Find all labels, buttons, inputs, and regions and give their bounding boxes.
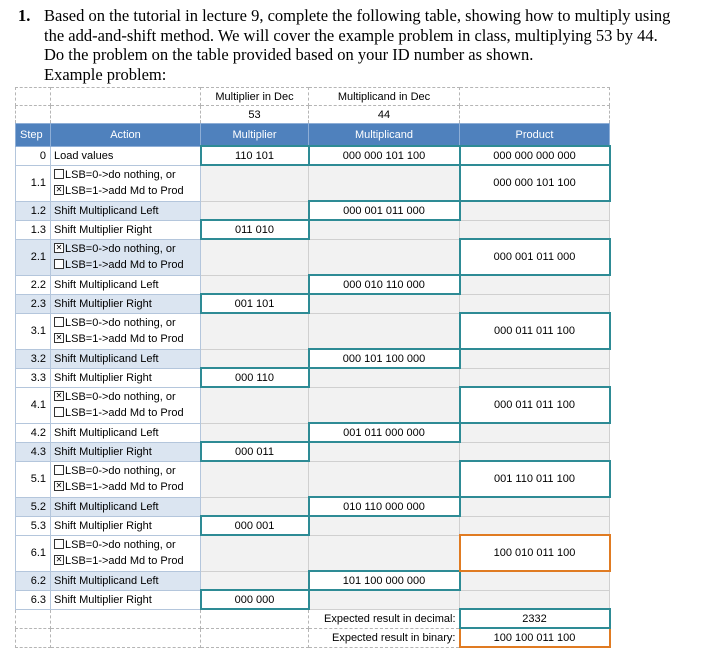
multiplier-cell: 000 110 (201, 368, 309, 387)
multiplier-cell: 011 010 (201, 220, 309, 239)
lsb-option-label: LSB=1->add Md to Prod (65, 481, 184, 493)
step-cell: 3.2 (16, 349, 51, 368)
question-line: Based on the tutorial in lecture 9, complete the following table, showing how to multiply using (44, 6, 671, 25)
expected-decimal-label: Expected result in decimal: (309, 609, 460, 628)
action-cell (51, 535, 201, 571)
expected-decimal-value: 2332 (460, 609, 610, 628)
multiplicand-cell (309, 368, 460, 387)
multiplicand-cell (309, 442, 460, 461)
lsb-option-label: LSB=0->do nothing, or (65, 317, 176, 329)
step-cell: 6.2 (16, 571, 51, 590)
lsb-option-label: LSB=1->add Md to Prod (65, 407, 184, 419)
multiplier-cell (201, 275, 309, 294)
multiplier-cell (201, 349, 309, 368)
product-cell (460, 368, 610, 387)
table-row (16, 165, 610, 201)
blank-cell (16, 609, 51, 628)
table-row (16, 313, 610, 349)
step-cell: 4.3 (16, 442, 51, 461)
header-action: Action (51, 124, 201, 147)
multiplier-cell: 000 001 (201, 516, 309, 535)
action-cell (51, 313, 201, 349)
multiplicand-cell: 000 000 101 100 (309, 146, 460, 165)
question-line: the add-and-shift method. We will cover the example problem in class, multiplying 53 by 44. (44, 25, 658, 45)
table-row (16, 387, 610, 423)
unchecked-box-icon[interactable] (54, 169, 64, 179)
multiplier-dec-label: Multiplier in Dec (201, 88, 309, 106)
step-cell: 5.1 (16, 461, 51, 497)
step-cell: 1.3 (16, 220, 51, 239)
multiplicand-dec-value: 44 (309, 106, 460, 124)
table-row (16, 571, 610, 590)
multiplier-cell (201, 165, 309, 201)
table-row (16, 442, 610, 461)
multiplicand-dec-label: Multiplicand in Dec (309, 88, 460, 106)
product-cell (460, 201, 610, 220)
add-shift-table (15, 87, 611, 648)
lsb-option-label: LSB=0->do nothing, or (65, 243, 176, 255)
action-cell: Shift Multiplicand Left (51, 349, 201, 368)
unchecked-box-icon[interactable] (54, 317, 64, 327)
table-row (16, 220, 610, 239)
action-cell: Shift Multiplier Right (51, 442, 201, 461)
lsb-option (54, 241, 197, 257)
multiplicand-cell (309, 387, 460, 423)
action-cell (51, 239, 201, 275)
result-row (16, 628, 610, 647)
lsb-option (54, 183, 197, 199)
multiplier-cell: 000 011 (201, 442, 309, 461)
action-cell (51, 387, 201, 423)
checked-box-icon[interactable] (54, 481, 64, 491)
step-cell: 2.2 (16, 275, 51, 294)
action-cell (51, 165, 201, 201)
multiplier-cell: 000 000 (201, 590, 309, 609)
blank-cell (51, 628, 201, 647)
action-cell: Shift Multiplicand Left (51, 571, 201, 590)
checked-box-icon[interactable] (54, 555, 64, 565)
product-cell: 001 110 011 100 (460, 461, 610, 497)
action-cell: Shift Multiplier Right (51, 516, 201, 535)
table-row (16, 239, 610, 275)
step-cell: 1.1 (16, 165, 51, 201)
lsb-option (54, 553, 197, 569)
table-row (16, 201, 610, 220)
table-row (16, 423, 610, 442)
unchecked-box-icon[interactable] (54, 539, 64, 549)
header-multiplicand: Multiplicand (309, 124, 460, 147)
product-cell (460, 516, 610, 535)
blank-cell (201, 609, 309, 628)
multiplicand-cell (309, 535, 460, 571)
product-cell (460, 220, 610, 239)
multiplier-cell (201, 461, 309, 497)
lsb-option (54, 331, 197, 347)
product-cell: 000 001 011 000 (460, 239, 610, 275)
multiplier-cell (201, 313, 309, 349)
result-row (16, 609, 610, 628)
product-cell (460, 590, 610, 609)
lsb-option (54, 315, 197, 331)
lsb-option-label: LSB=1->add Md to Prod (65, 259, 184, 271)
product-cell: 000 011 011 100 (460, 387, 610, 423)
question-number: 1. (18, 6, 31, 25)
lsb-option-label: LSB=0->do nothing, or (65, 169, 176, 181)
step-cell: 3.3 (16, 368, 51, 387)
lsb-option-label: LSB=1->add Md to Prod (65, 185, 184, 197)
product-cell: 100 010 011 100 (460, 535, 610, 571)
multiplier-cell (201, 571, 309, 590)
multiplier-cell (201, 535, 309, 571)
unchecked-box-icon[interactable] (54, 465, 64, 475)
step-cell: 2.1 (16, 239, 51, 275)
step-cell: 5.2 (16, 497, 51, 516)
multiplicand-cell (309, 294, 460, 313)
lsb-option-label: LSB=0->do nothing, or (65, 391, 176, 403)
product-cell (460, 349, 610, 368)
action-cell: Shift Multiplier Right (51, 368, 201, 387)
multiplicand-cell (309, 239, 460, 275)
checked-box-icon[interactable] (54, 185, 64, 195)
unchecked-box-icon[interactable] (54, 407, 64, 417)
action-cell: Shift Multiplier Right (51, 294, 201, 313)
multiplicand-cell: 101 100 000 000 (309, 571, 460, 590)
product-cell (460, 571, 610, 590)
table-row (16, 294, 610, 313)
table-row (16, 349, 610, 368)
question-line: Example problem: (44, 64, 167, 84)
checked-box-icon[interactable] (54, 391, 64, 401)
product-cell: 000 011 011 100 (460, 313, 610, 349)
multiplier-cell (201, 423, 309, 442)
blank-cell (16, 628, 51, 647)
product-cell (460, 275, 610, 294)
step-cell: 4.1 (16, 387, 51, 423)
lsb-option (54, 389, 197, 405)
table-row (16, 516, 610, 535)
lsb-option-label: LSB=0->do nothing, or (65, 465, 176, 477)
product-cell (460, 294, 610, 313)
table-row (16, 590, 610, 609)
table-row (16, 461, 610, 497)
action-cell: Shift Multiplicand Left (51, 423, 201, 442)
multiplicand-cell (309, 461, 460, 497)
lsb-option (54, 405, 197, 421)
checked-box-icon[interactable] (54, 243, 64, 253)
table-header (16, 124, 610, 147)
step-cell: 2.3 (16, 294, 51, 313)
multiplier-dec-value: 53 (201, 106, 309, 124)
action-cell: Shift Multiplier Right (51, 590, 201, 609)
multiplicand-cell (309, 220, 460, 239)
multiplicand-cell (309, 516, 460, 535)
lsb-option (54, 167, 197, 183)
lsb-option (54, 479, 197, 495)
step-cell: 3.1 (16, 313, 51, 349)
expected-binary-label: Expected result in binary: (309, 628, 460, 647)
lsb-option-label: LSB=1->add Md to Prod (65, 555, 184, 567)
product-cell (460, 497, 610, 516)
step-cell: 0 (16, 146, 51, 165)
action-cell: Shift Multiplier Right (51, 220, 201, 239)
header-product: Product (460, 124, 610, 147)
step-cell: 6.1 (16, 535, 51, 571)
product-cell (460, 442, 610, 461)
multiplicand-cell: 000 101 100 000 (309, 349, 460, 368)
action-cell: Shift Multiplicand Left (51, 201, 201, 220)
lsb-option (54, 537, 197, 553)
lsb-option-label: LSB=0->do nothing, or (65, 539, 176, 551)
multiplicand-cell: 010 110 000 000 (309, 497, 460, 516)
table-row (16, 275, 610, 294)
lsb-option (54, 463, 197, 479)
multiplier-cell (201, 387, 309, 423)
product-cell: 000 000 101 100 (460, 165, 610, 201)
question-line: Do the problem on the table provided based on your ID number as shown. (44, 45, 534, 64)
product-cell (460, 423, 610, 442)
header-multiplier: Multiplier (201, 124, 309, 147)
action-cell: Shift Multiplicand Left (51, 497, 201, 516)
multiplier-cell: 110 101 (201, 146, 309, 165)
table-row (16, 368, 610, 387)
multiplicand-cell: 000 001 011 000 (309, 201, 460, 220)
blank-cell (201, 628, 309, 647)
lsb-option (54, 257, 197, 273)
blank-cell (51, 609, 201, 628)
step-cell: 5.3 (16, 516, 51, 535)
table-row (16, 535, 610, 571)
multiplicand-cell: 001 011 000 000 (309, 423, 460, 442)
checked-box-icon[interactable] (54, 333, 64, 343)
multiplicand-cell (309, 590, 460, 609)
product-cell: 000 000 000 000 (460, 146, 610, 165)
multiplier-cell (201, 201, 309, 220)
step-cell: 4.2 (16, 423, 51, 442)
action-cell: Load values (51, 146, 201, 165)
step-cell: 6.3 (16, 590, 51, 609)
multiplier-cell (201, 239, 309, 275)
multiplier-cell: 001 101 (201, 294, 309, 313)
multiplicand-cell: 000 010 110 000 (309, 275, 460, 294)
step-cell: 1.2 (16, 201, 51, 220)
multiplier-cell (201, 497, 309, 516)
multiplicand-cell (309, 313, 460, 349)
lsb-option-label: LSB=1->add Md to Prod (65, 333, 184, 345)
table-row (16, 497, 610, 516)
table-row (16, 146, 610, 165)
unchecked-box-icon[interactable] (54, 259, 64, 269)
expected-binary-value: 100 100 011 100 (460, 628, 610, 647)
action-cell (51, 461, 201, 497)
multiplicand-cell (309, 165, 460, 201)
action-cell: Shift Multiplicand Left (51, 275, 201, 294)
header-step: Step (16, 124, 51, 147)
